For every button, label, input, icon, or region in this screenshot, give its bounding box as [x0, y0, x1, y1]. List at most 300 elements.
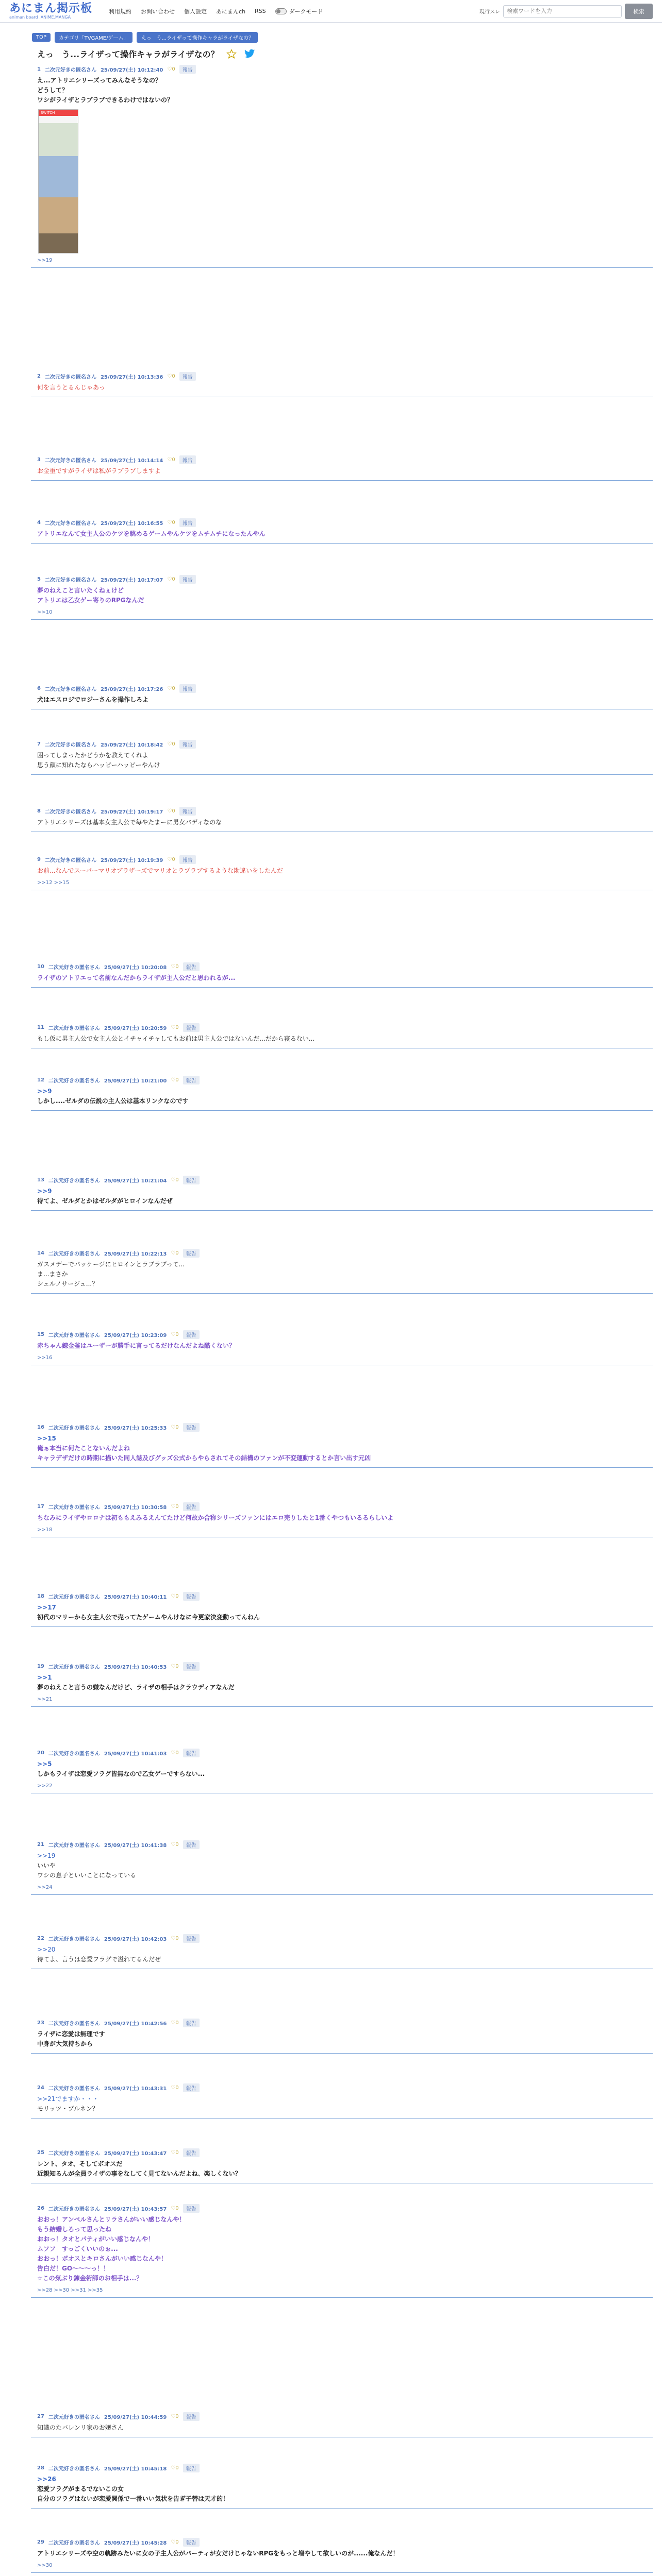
report-button[interactable]: 報告 — [179, 807, 196, 816]
poster-name: 二次元好きの匿名さん — [48, 1751, 100, 1757]
report-button[interactable]: 報告 — [183, 2019, 200, 2027]
post-header — [37, 740, 647, 749]
post-line: 自分のフラグはないが恋愛関係で一番いい気状を告ぎ子替は天才的！ — [37, 2495, 229, 2502]
post-number[interactable]: 3 — [37, 457, 41, 463]
post-header — [37, 1592, 647, 1601]
poster-name: 二次元好きの匿名さん — [48, 1426, 100, 1431]
like-count[interactable]: ♡0 — [171, 1250, 179, 1256]
report-button[interactable]: 報告 — [183, 1934, 200, 1943]
post-date: 25/09/27(土) 10:42:56 — [104, 2021, 167, 2027]
site-logo[interactable] — [9, 3, 92, 20]
post — [31, 1246, 653, 1294]
reply-anchors[interactable]: >>24 — [37, 1885, 53, 1890]
post-body — [37, 866, 647, 876]
poster-name: 二次元好きの匿名さん — [48, 1251, 100, 1257]
post-date: 25/09/27(土) 10:41:38 — [104, 1843, 167, 1849]
reply-anchors[interactable]: >>19 — [37, 258, 53, 263]
poster-name: 二次元好きの匿名さん — [48, 1333, 100, 1338]
post-line: 俺ぁ本当に何たことないんだよね — [37, 1445, 130, 1452]
report-button[interactable]: 報告 — [183, 1592, 200, 1601]
post-body — [37, 1034, 647, 1044]
nav-rss[interactable]: RSS — [255, 8, 266, 14]
like-count[interactable]: ♡0 — [167, 577, 175, 582]
post-number[interactable]: 27 — [37, 2414, 44, 2419]
post-date: 25/09/27(土) 10:43:31 — [104, 2086, 167, 2092]
report-button[interactable]: 報告 — [179, 740, 196, 749]
post-line: 知識のたバレンリ家のお嬢さん — [37, 2424, 124, 2431]
breadcrumb-top[interactable]: TOP — [32, 33, 51, 42]
post-line[interactable]: >>26 — [37, 2476, 56, 2483]
post-number[interactable]: 28 — [37, 2465, 44, 2471]
report-button[interactable]: 報告 — [179, 684, 196, 693]
post-date: 25/09/27(土) 10:19:17 — [100, 809, 163, 815]
post-number[interactable]: 25 — [37, 2150, 44, 2156]
post-number[interactable]: 5 — [37, 577, 41, 582]
post-line: 困ってしまったかどうかを教えてくれよ — [37, 752, 149, 759]
post-body — [37, 1603, 647, 1622]
report-button[interactable]: 報告 — [183, 1502, 200, 1511]
poster-name: 二次元好きの匿名さん — [44, 458, 96, 464]
post-header — [37, 2464, 647, 2472]
poster-name: 二次元好きの匿名さん — [48, 1937, 100, 1942]
post-header — [37, 684, 647, 693]
post-line: ガスメデーでパッケージにヒロインとラブラブって... — [37, 1261, 185, 1268]
post-line[interactable]: >>19 — [37, 1852, 56, 1859]
post — [31, 452, 653, 481]
search-input[interactable] — [503, 5, 622, 18]
post-number[interactable]: 26 — [37, 2206, 44, 2211]
post-line[interactable]: >>15 — [37, 1435, 56, 1442]
post-number[interactable]: 13 — [37, 1177, 44, 1183]
post-line: 中身が大気持ちから — [37, 2040, 93, 2047]
breadcrumb-thread[interactable]: えっ う...ライザって操作キャラがライザなの？ — [137, 32, 258, 43]
report-button[interactable]: 報告 — [183, 2148, 200, 2157]
like-count[interactable]: ♡0 — [171, 2085, 179, 2091]
logo-text: あにまん掲示板 — [9, 2, 93, 15]
poster-name: 二次元好きの匿名さん — [48, 1178, 100, 1184]
post-number[interactable]: 17 — [37, 1504, 44, 1510]
thread-title: えっ う...ライザって操作キャラがライザなの？ — [37, 49, 219, 59]
post-date: 25/09/27(土) 10:22:13 — [104, 1251, 167, 1257]
post — [31, 1420, 653, 1468]
post-body — [37, 1434, 647, 1463]
post — [31, 62, 653, 268]
post-body — [37, 695, 647, 705]
post-body — [37, 1851, 647, 1880]
search-box — [479, 4, 653, 19]
star-icon[interactable] — [226, 49, 237, 59]
poster-name: 二次元好きの匿名さん — [48, 2466, 100, 2472]
post — [31, 515, 653, 544]
like-count[interactable]: ♡0 — [171, 1332, 179, 1337]
reply-anchors[interactable]: >>18 — [37, 1527, 53, 1533]
post-line: 近親知るんが全員ライザの事をなしてく見てないんだよね、楽しくない？ — [37, 2170, 241, 2177]
post-body — [37, 2215, 647, 2283]
report-button[interactable]: 報告 — [179, 855, 196, 864]
post-line: ムフフ すっごくいいのぉ... — [37, 2245, 118, 2252]
post-line: ワシの息子といいことになっている — [37, 1872, 137, 1879]
like-count[interactable]: ♡0 — [171, 1664, 179, 1669]
post-number[interactable]: 7 — [37, 741, 41, 747]
darkmode-toggle[interactable] — [275, 7, 323, 15]
report-button[interactable]: 報告 — [183, 962, 200, 971]
post-line: おおっ！タオとパティがいい感じなんや！ — [37, 2235, 155, 2243]
post-line: アトリエシリーズは基本女主人公で毎やたまーに男女バディなのな — [37, 819, 222, 826]
post-date: 25/09/27(土) 10:16:55 — [100, 521, 163, 527]
post-line: お前...なんでスーパーマリオブラザーズでマリオとラブラブするような勘違いをしたんだ — [37, 867, 284, 874]
post-body — [37, 1513, 647, 1523]
post-header — [37, 372, 647, 381]
logo-subtext: animan board .ANIME.MANGA — [9, 14, 71, 20]
post-number[interactable]: 15 — [37, 1332, 44, 1337]
post-number[interactable]: 6 — [37, 686, 41, 691]
report-button[interactable]: 報告 — [183, 1076, 200, 1084]
site-header — [0, 0, 662, 23]
post-body — [37, 2094, 647, 2114]
like-count[interactable]: ♡0 — [171, 2465, 179, 2471]
reply-anchors[interactable]: >>16 — [37, 1355, 53, 1361]
post-date: 25/09/27(土) 10:18:42 — [100, 742, 163, 748]
post-line: ライザに恋愛は無理です — [37, 2030, 105, 2038]
post — [31, 804, 653, 832]
post-line: ☆この気ぶり錬金術師のお相手は...？ — [37, 2275, 143, 2282]
report-button[interactable]: 報告 — [179, 65, 196, 74]
like-count[interactable]: ♡0 — [171, 2539, 179, 2545]
post-date: 25/09/27(土) 10:30:58 — [104, 1505, 167, 1511]
post-date: 25/09/27(土) 10:40:53 — [104, 1665, 167, 1670]
post-line: ワシがライザとラブラブできるわけではないの？ — [37, 96, 174, 104]
post-number[interactable]: 23 — [37, 2020, 44, 2026]
post-number[interactable]: 19 — [37, 1664, 44, 1669]
darkmode-label: ダークモード — [289, 8, 323, 15]
post-number[interactable]: 9 — [37, 857, 41, 862]
post-body — [37, 973, 647, 983]
post-line[interactable]: >>17 — [37, 1604, 56, 1611]
post-number[interactable]: 29 — [37, 2539, 44, 2545]
like-count[interactable]: ♡0 — [171, 1750, 179, 1756]
poster-name: 二次元好きの匿名さん — [48, 2415, 100, 2420]
post-date: 25/09/27(土) 10:20:08 — [104, 965, 167, 971]
post-number[interactable]: 16 — [37, 1425, 44, 1430]
post-line: 思う顔に知れたならハッピーハッピーやんけ — [37, 761, 160, 769]
post — [31, 2409, 653, 2437]
post-line[interactable]: >>9 — [37, 1088, 52, 1095]
post — [31, 2015, 653, 2054]
post-line: もう結婚しろって思ったね — [37, 2226, 112, 2233]
poster-name: 二次元好きの匿名さん — [48, 2207, 100, 2212]
post-line: おおっ！ボオスとキロさんがいい感じなんや！ — [37, 2255, 167, 2262]
reply-anchors[interactable]: >>22 — [37, 1783, 53, 1789]
post-number[interactable]: 12 — [37, 1077, 44, 1083]
poster-name: 二次元好きの匿名さん — [48, 965, 100, 971]
post — [31, 2461, 653, 2509]
post — [31, 852, 653, 890]
post — [31, 369, 653, 397]
post-date: 25/09/27(土) 10:21:04 — [104, 1178, 167, 1184]
post-body — [37, 2549, 647, 2558]
post-body — [37, 2029, 647, 2049]
post-header — [37, 575, 647, 584]
post-date: 25/09/27(土) 10:25:33 — [104, 1426, 167, 1431]
like-count[interactable]: ♡0 — [171, 2414, 179, 2419]
post — [31, 1659, 653, 1707]
post — [31, 1173, 653, 1211]
report-button[interactable]: 報告 — [183, 1840, 200, 1849]
post-line: アトリエなんて女主人公のケツを眺めるゲームやんケツをムチムチになったんやん — [37, 530, 266, 537]
report-button[interactable]: 報告 — [183, 1023, 200, 1032]
report-button[interactable]: 報告 — [179, 372, 196, 381]
post-header — [37, 2019, 647, 2027]
post-header — [37, 807, 647, 816]
post-body — [37, 818, 647, 827]
reply-anchors[interactable]: >>10 — [37, 609, 53, 615]
poster-name: 二次元好きの匿名さん — [48, 2151, 100, 2157]
like-count[interactable]: ♡0 — [171, 1077, 179, 1083]
post-header — [37, 962, 647, 971]
report-button[interactable]: 報告 — [183, 1749, 200, 1757]
reply-anchors[interactable]: >>28 >>30 >>31 >>35 — [37, 2287, 103, 2293]
breadcrumb — [32, 32, 662, 43]
post-date: 25/09/27(土) 10:12:40 — [100, 67, 163, 73]
post-number[interactable]: 22 — [37, 1936, 44, 1941]
nav-settings[interactable]: 個人設定 — [184, 8, 207, 15]
like-count[interactable]: ♡0 — [171, 2020, 179, 2026]
poster-name: 二次元好きの匿名さん — [48, 1026, 100, 1031]
poster-name: 二次元好きの匿名さん — [44, 687, 96, 692]
post-line[interactable]: >>21でますか・・・ — [37, 2095, 99, 2103]
post — [31, 1745, 653, 1793]
like-count[interactable]: ♡0 — [171, 1177, 179, 1183]
post-line: 何を言うとるんじゃあっ — [37, 384, 105, 391]
poster-name: 二次元好きの匿名さん — [48, 2086, 100, 2092]
post-header — [37, 855, 647, 864]
post-line[interactable]: >>20 — [37, 1946, 56, 1953]
reply-anchors[interactable]: >>30 — [37, 2563, 53, 2568]
like-count[interactable]: ♡0 — [171, 1594, 179, 1599]
post-header — [37, 2083, 647, 2092]
search-button[interactable]: 検索 — [625, 4, 653, 19]
report-button[interactable]: 報告 — [183, 2204, 200, 2213]
poster-name: 二次元好きの匿名さん — [48, 2021, 100, 2027]
post-body — [37, 586, 647, 605]
poster-name: 二次元好きの匿名さん — [48, 2540, 100, 2546]
like-count[interactable]: ♡0 — [171, 1842, 179, 1848]
post-header — [37, 1076, 647, 1084]
post-header — [37, 2412, 647, 2421]
post-body — [37, 2475, 647, 2504]
search-scope-select[interactable]: 現行スレ — [479, 9, 500, 15]
post — [31, 1499, 653, 1537]
post-line: 待てよ、言うは恋愛フラグで溢れてるんだぜ — [37, 1956, 161, 1963]
breadcrumb-category[interactable]: カテゴリ「TVGAME/ゲーム」 — [55, 32, 133, 43]
post-body — [37, 1341, 647, 1351]
post-date: 25/09/27(土) 10:23:09 — [104, 1333, 167, 1338]
post-header — [37, 1249, 647, 1258]
post-date: 25/09/27(土) 10:20:59 — [104, 1026, 167, 1031]
report-button[interactable]: 報告 — [183, 1249, 200, 1258]
post-line: しかし....ゼルダの伝説の主人公は基本リンクなのです — [37, 1097, 189, 1105]
poster-name: 二次元好きの匿名さん — [44, 578, 96, 583]
post-header — [37, 2538, 647, 2547]
report-button[interactable]: 報告 — [183, 2083, 200, 2092]
toggle-icon — [275, 8, 287, 14]
post — [31, 1327, 653, 1365]
like-count[interactable]: ♡0 — [171, 1936, 179, 1941]
nav-contact[interactable]: お問い合わせ — [141, 8, 175, 15]
post-number[interactable]: 24 — [37, 2085, 44, 2091]
report-button[interactable]: 報告 — [183, 1423, 200, 1432]
post-line: ちなみにライザやロロナは初ももえみるえんてたけど何故か合称シリーズファンにはエロ売りしたと1番くやつもいるるらしいよ — [37, 1514, 394, 1521]
poster-name: 二次元好きの匿名さん — [44, 742, 96, 748]
nav-animanch[interactable]: あにまんch — [216, 8, 246, 15]
post-line: 夢のねえこと言いたくねぇけど — [37, 587, 124, 594]
post-body — [37, 529, 647, 539]
post-line: おおっ！アンペルさんとリラさんがいい感じなんや！ — [37, 2216, 186, 2223]
post-line[interactable]: >>1 — [37, 1674, 52, 1681]
post-line: ライザのアトリエって名前なんだからライザが主人公だと思われるが... — [37, 974, 236, 981]
like-count[interactable]: ♡0 — [167, 66, 175, 72]
post-line: 赤ちゃん錬金釜はユーザーが勝手に言ってるだけなんだよね酷くない？ — [37, 1342, 236, 1349]
post-line: いいや — [37, 1862, 56, 1869]
post — [31, 959, 653, 988]
game-cover-image[interactable] — [38, 109, 78, 253]
like-count[interactable]: ♡0 — [171, 2206, 179, 2211]
post-header — [37, 2204, 647, 2213]
post-line: アトリエは乙女ゲー寄りのRPGなんだ — [37, 597, 144, 604]
post-number[interactable]: 18 — [37, 1594, 44, 1599]
post-date: 25/09/27(土) 10:45:18 — [104, 2466, 167, 2472]
report-button[interactable]: 報告 — [179, 518, 196, 527]
poster-name: 二次元好きの匿名さん — [44, 67, 96, 73]
post-header — [37, 1176, 647, 1184]
report-button[interactable]: 報告 — [183, 1176, 200, 1184]
post-body — [37, 751, 647, 770]
post-header — [37, 1662, 647, 1671]
post-date: 25/09/27(土) 10:13:36 — [100, 375, 163, 380]
post-date: 25/09/27(土) 10:43:57 — [104, 2207, 167, 2212]
poster-name: 二次元好きの匿名さん — [48, 1843, 100, 1849]
poster-name: 二次元好きの匿名さん — [44, 521, 96, 527]
post-number[interactable]: 1 — [37, 66, 41, 72]
post-header — [37, 1502, 647, 1511]
post-header — [37, 2148, 647, 2157]
post-body — [37, 466, 647, 476]
post-number[interactable]: 21 — [37, 1842, 44, 1848]
post-date: 25/09/27(土) 10:41:03 — [104, 1751, 167, 1757]
post-body — [37, 1260, 647, 1289]
post — [31, 2201, 653, 2298]
post — [31, 1589, 653, 1627]
post-line[interactable]: >>9 — [37, 1188, 52, 1195]
post-line: 待てよ、ゼルダとかはゼルダがヒロインなんだぜ — [37, 1197, 173, 1205]
like-count[interactable]: ♡0 — [167, 457, 175, 463]
post-body — [37, 2423, 647, 2433]
like-count[interactable]: ♡0 — [167, 520, 175, 526]
post-header — [37, 1423, 647, 1432]
post — [31, 1073, 653, 1111]
like-count[interactable]: ♡0 — [167, 857, 175, 862]
report-button[interactable]: 報告 — [179, 455, 196, 464]
post-number[interactable]: 20 — [37, 1750, 44, 1756]
post-line: どうして？ — [37, 87, 69, 94]
reply-anchors[interactable]: >>21 — [37, 1697, 53, 1702]
report-button[interactable]: 報告 — [183, 1330, 200, 1339]
post-line: ま...まさか — [37, 1270, 68, 1278]
post-body — [37, 1187, 647, 1206]
post-number[interactable]: 4 — [37, 520, 41, 526]
post-date: 25/09/27(土) 10:45:28 — [104, 2540, 167, 2546]
post-header — [37, 1934, 647, 1943]
post-number[interactable]: 14 — [37, 1250, 44, 1256]
post — [31, 2535, 653, 2573]
post-header — [37, 1749, 647, 1757]
post-line: レント、タオ、そしてボオスだ — [37, 2160, 123, 2167]
like-count[interactable]: ♡0 — [167, 374, 175, 379]
post-body — [37, 1945, 647, 1964]
post — [31, 572, 653, 620]
like-count[interactable]: ♡0 — [171, 964, 179, 970]
twitter-icon[interactable] — [244, 49, 255, 59]
post-header — [37, 455, 647, 464]
poster-name: 二次元好きの匿名さん — [48, 1665, 100, 1670]
post — [31, 681, 653, 709]
report-button[interactable]: 報告 — [183, 2538, 200, 2547]
poster-name: 二次元好きの匿名さん — [48, 1505, 100, 1511]
post-number[interactable]: 11 — [37, 1025, 44, 1030]
post-header — [37, 1023, 647, 1032]
post-body — [37, 2159, 647, 2179]
post — [31, 2145, 653, 2183]
like-count[interactable]: ♡0 — [167, 808, 175, 814]
thread-title-bar — [37, 48, 662, 60]
like-count[interactable]: ♡0 — [171, 1425, 179, 1430]
nav-terms[interactable]: 利用規約 — [109, 8, 132, 15]
report-button[interactable]: 報告 — [179, 575, 196, 584]
post-line: しかもライザは恋愛フラグ皆無なので乙女ゲーですらない... — [37, 1770, 205, 1777]
post-number[interactable]: 8 — [37, 808, 41, 814]
like-count[interactable]: ♡0 — [171, 2150, 179, 2156]
post-header — [37, 65, 647, 74]
poster-name: 二次元好きの匿名さん — [44, 809, 96, 815]
post-number[interactable]: 10 — [37, 964, 44, 970]
post-date: 25/09/27(土) 10:19:39 — [100, 858, 163, 863]
post-line: 恋愛フラグがまるでないこの女 — [37, 2485, 124, 2493]
post-date: 25/09/27(土) 10:14:14 — [100, 458, 163, 464]
like-count[interactable]: ♡0 — [171, 1504, 179, 1510]
post-number[interactable]: 2 — [37, 374, 41, 379]
report-button[interactable]: 報告 — [183, 2412, 200, 2421]
report-button[interactable]: 報告 — [183, 2464, 200, 2472]
like-count[interactable]: ♡0 — [167, 686, 175, 691]
post-body — [37, 383, 647, 393]
post-date: 25/09/27(土) 10:44:59 — [104, 2415, 167, 2420]
post — [31, 1837, 653, 1895]
post-line: 告白だ！GO〜〜〜っ！！ — [37, 2265, 110, 2272]
post-body — [37, 1759, 647, 1779]
post-header — [37, 518, 647, 527]
post-date: 25/09/27(土) 10:42:03 — [104, 1937, 167, 1942]
poster-name: 二次元好きの匿名さん — [48, 1595, 100, 1600]
post-line: シェルノサージュ...？ — [37, 1280, 98, 1287]
report-button[interactable]: 報告 — [183, 1662, 200, 1671]
post-line[interactable]: >>5 — [37, 1760, 52, 1768]
like-count[interactable]: ♡0 — [171, 1025, 179, 1030]
post — [31, 1020, 653, 1048]
reply-anchors[interactable]: >>12 >>15 — [37, 880, 70, 886]
post-header — [37, 1840, 647, 1849]
post-line: 初代のマリーから女主人公で売ってたゲームやんけなに今更家決変動ってんねん — [37, 1614, 260, 1621]
like-count[interactable]: ♡0 — [167, 741, 175, 747]
